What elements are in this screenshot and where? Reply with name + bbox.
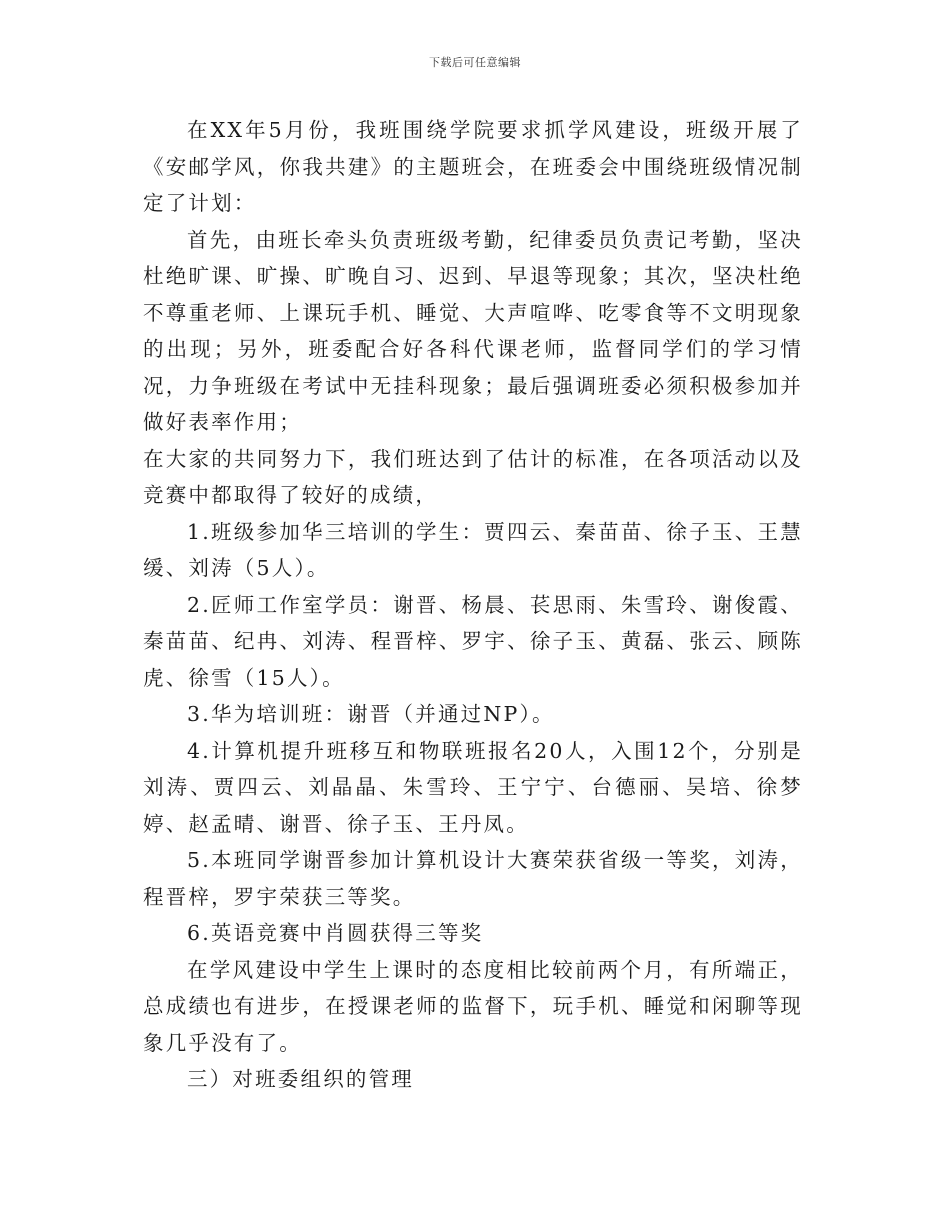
list-item-4: 4.计算机提升班移互和物联班报名20人，入围12个，分别是刘涛、贾四云、刘晶晶、朱雪玲、王宁宁、台德丽、吴培、徐梦婷、赵孟晴、谢晋、徐子玉、王丹凤。	[143, 738, 803, 836]
paragraph-results-intro: 在大家的共同努力下，我们班达到了估计的标准，在各项活动以及竞赛中都取得了较好的成绩，	[143, 446, 803, 507]
list-item-1: 1.班级参加华三培训的学生：贾四云、秦苗苗、徐子玉、王慧缓、刘涛（5人）。	[143, 519, 803, 580]
section-heading: 三）对班委组织的管理	[187, 1067, 414, 1091]
paragraph-summary: 在学风建设中学生上课时的态度相比较前两个月，有所端正，总成绩也有进步，在授课老师的监督下，玩手机、睡觉和闲聊等现象几乎没有了。	[143, 957, 803, 1055]
list-item-2: 2.匠师工作室学员：谢晋、杨晨、苌思雨、朱雪玲、谢俊霞、秦苗苗、纪冉、刘涛、程晋梓、罗宇、徐子玉、黄磊、张云、顾陈虎、徐雪（15人）。	[143, 592, 803, 690]
paragraph-plan: 首先，由班长牵头负责班级考勤，纪律委员负责记考勤，坚决杜绝旷课、旷操、旷晚自习、迟到、早退等现象；其次，坚决杜绝不尊重老师、上课玩手机、睡觉、大声喧哗、吃零食等不文明现象的出现；另外，班委配合好各科代课老师，监督同学们的学习情况，力争班级在考试中无挂科现象；最后强调班委必须积极参加并做好表率作用；	[143, 227, 803, 434]
list-item-5: 5.本班同学谢晋参加计算机设计大赛荣获省级一等奖，刘涛，程晋梓，罗宇荣获三等奖。	[143, 848, 803, 909]
page-header: 下载后可任意编辑	[429, 56, 521, 69]
list-item-3: 3.华为培训班：谢晋（并通过NP）。	[187, 702, 555, 726]
document-body	[143, 112, 803, 1098]
paragraph-intro: 在XX年5月份，我班围绕学院要求抓学风建设，班级开展了《安邮学风，你我共建》的主题班会，在班委会中围绕班级情况制定了计划：	[143, 118, 803, 215]
list-item-6: 6.英语竞赛中肖圆获得三等奖	[187, 921, 484, 945]
